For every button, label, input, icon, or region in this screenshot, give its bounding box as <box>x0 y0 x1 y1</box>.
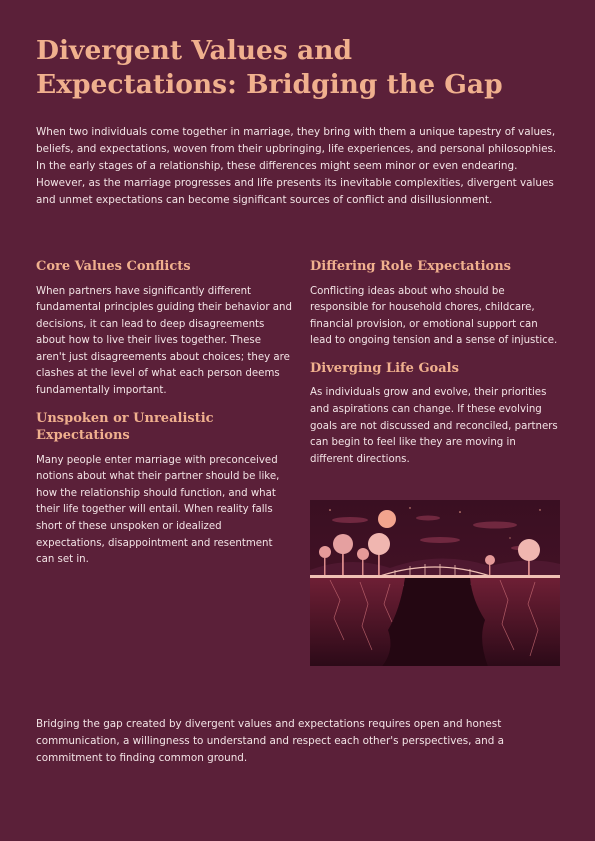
core-values-heading: Core Values Conflicts <box>36 259 191 274</box>
unspoken-expectations-heading: Unspoken or Unrealistic Expectations <box>36 410 214 444</box>
unspoken-expectations-body: Many people enter marriage with preconceived notions about what their partner should be like, how the relationship should function, and what their life together will entail. When reality falls short of these unspoken or idealized expectations, disappointment and resentment can set in. <box>36 454 280 566</box>
moon-icon <box>378 510 396 528</box>
core-values-body: When partners have significantly different fundamental principles guiding their behavior and decisions, it can lead to deep disagreements about how to live their lives together. These aren't just disagreements about choices; they are clashes at the level of what each person deems fundamentally important. <box>36 285 292 397</box>
role-expectations-body: Conflicting ideas about who should be responsible for household chores, childcare, financial provision, or emotional support can lead to ongoing tension and a sense of injustice. <box>310 285 558 347</box>
closing-paragraph: Bridging the gap created by divergent values and expectations requires open and honest communication, a willingness to understand and respect each other's perspectives, and a commitment to finding common ground. <box>36 718 504 764</box>
bridge-illustration <box>310 500 560 666</box>
right-column <box>310 258 560 478</box>
intro-paragraph: When two individuals come together in marriage, they bring with them a unique tapestry of values, beliefs, and expectations, woven from their upbringing, life experiences, and personal philosophies. In the early stages of a relationship, these differences might seem minor or even endearing. However, as the marriage progresses and life presents its inevitable complexities, divergent values and unmet expectations can become significant sources of conflict and disillusionment. <box>36 126 557 206</box>
role-expectations-heading: Differing Role Expectations <box>310 259 511 274</box>
life-goals-heading: Diverging Life Goals <box>310 360 459 376</box>
page-title: Divergent Values and Expectations: Bridging the Gap <box>36 35 503 100</box>
life-goals-body: As individuals grow and evolve, their priorities and aspirations can change. If these evolving goals are not discussed and reconciled, partners can begin to feel like they are moving in different directions. <box>310 387 558 465</box>
left-column <box>36 258 292 579</box>
